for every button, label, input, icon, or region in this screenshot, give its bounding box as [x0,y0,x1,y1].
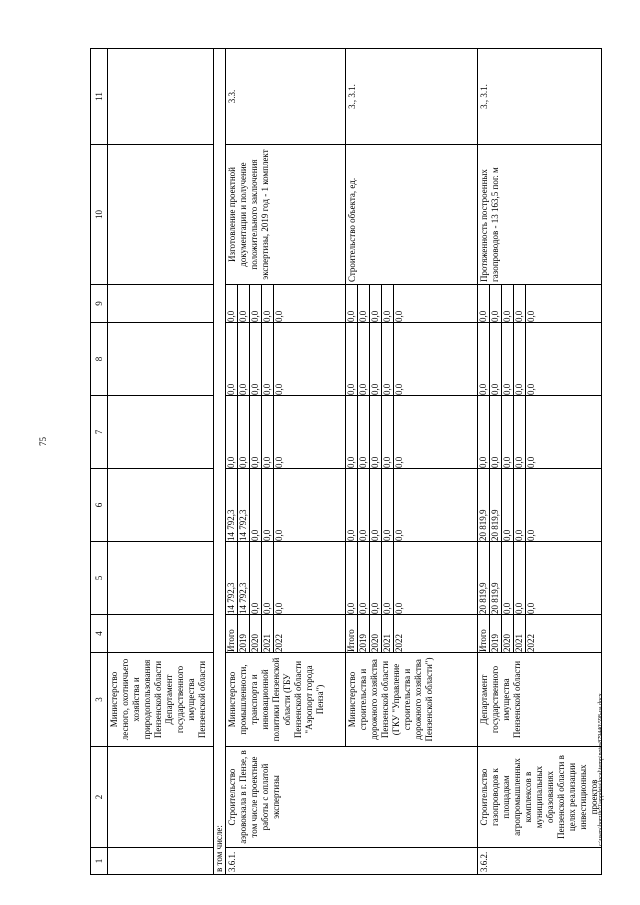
indicator-cell: Строительство объекта, ед. [346,145,478,285]
indicator-cell: Изготовление проектной документации и получение положительного заключения экспертизы, 2019 год - 1 комплект [226,145,346,285]
value-cell: 14 792,3 14 792,3 0,0 0,0 0,0 [226,469,346,542]
row-number: 3.6.2. [478,848,602,875]
value-cell: 0,0 0,0 0,0 0,0 0,0 [346,542,478,615]
years-cell: Итого 2019 2020 2021 2022 [478,615,602,653]
value-cell: 14 792,3 14 792,3 0,0 0,0 0,0 [226,542,346,615]
table-row [226,49,346,875]
measure-name: Строительство аэровокзала в г. Пензе, в том числе проектные работы с оплатой экспертизы [226,747,478,848]
table-row [214,49,226,875]
table-row [108,49,214,875]
in-that-number-label: в том числе: [214,49,226,875]
rotated-table-page [90,49,601,875]
value-cell: 0,0 0,0 0,0 0,0 0,0 [346,469,478,542]
indicator-cell: Протяженность построенных газопроводов - 13 163,5 пог. м [478,145,602,285]
value-cell: 20 819,9 20 819,9 0,0 0,0 0,0 [478,469,602,542]
program-table [90,48,602,875]
reference-cell: 3., 3.1. [346,49,478,145]
years-cell: Итого 2019 2020 2021 2022 [346,615,478,653]
col-header-10: 10 [91,145,108,285]
col-header-9: 9 [91,285,108,323]
reference-cell: 3., 3.1. [478,49,602,145]
value-cell: 0,0 0,0 0,0 0,0 0,0 [346,285,478,323]
col-header-6: 6 [91,469,108,542]
value-cell: 0,0 0,0 0,0 0,0 0,0 [346,396,478,469]
col-header-11: 11 [91,49,108,145]
value-cell: 20 819,9 20 819,9 0,0 0,0 0,0 [478,542,602,615]
executor-cell: Департамент государственного имущества Пензенской области [478,653,602,747]
header-row [91,49,108,875]
value-cell: 0,0 0,0 0,0 0,0 0,0 [478,396,602,469]
col-header-1: 1 [91,848,108,875]
col-header-3: 3 [91,653,108,747]
page-number: 75 [38,437,48,446]
measure-name: Строительство газопроводов к площадкам агропромышленных комплексов в муниципальных образованиях Пензенской области в целях реализации инвестиционных проектов [478,747,602,848]
value-cell: 0,0 0,0 0,0 0,0 0,0 [346,323,478,396]
years-cell: Итого 2019 2020 2021 2022 [226,615,346,653]
col-header-2: 2 [91,747,108,848]
value-cell: 0,0 0,0 0,0 0,0 0,0 [478,285,602,323]
row-number: 3.6.1. [226,848,478,875]
executor-cell: Министерство строительства и дорожного хозяйства Пензенской области (ГКУ "Управление строительства и дорожного хозяйства Пензенской области") [346,653,478,747]
col-header-4: 4 [91,615,108,653]
col-header-8: 8 [91,323,108,396]
value-cell: 0,0 0,0 0,0 0,0 0,0 [226,396,346,469]
value-cell: 0,0 0,0 0,0 0,0 0,0 [226,323,346,396]
executor-cell: Министерство промышленности, транспорта и инновационной политики Пензенской области (ГБУ Пензенской области "Аэропорт города Пенза") [226,653,346,747]
executor-cell: Министерство лесного, охотничьего хозяйства и природопользования Пензенской области Департамент государственного имущества Пензенской области [108,653,214,747]
col-header-7: 7 [91,396,108,469]
table-row [478,49,602,875]
value-cell: 0,0 0,0 0,0 0,0 0,0 [226,285,346,323]
reference-cell: 3.3. [226,49,346,145]
value-cell: 0,0 0,0 0,0 0,0 0,0 [478,323,602,396]
col-header-5: 5 [91,542,108,615]
footer-file-path: c:\users\borzih~1\appdata\local\temp\notes879440\598-ua.docx [598,693,604,846]
